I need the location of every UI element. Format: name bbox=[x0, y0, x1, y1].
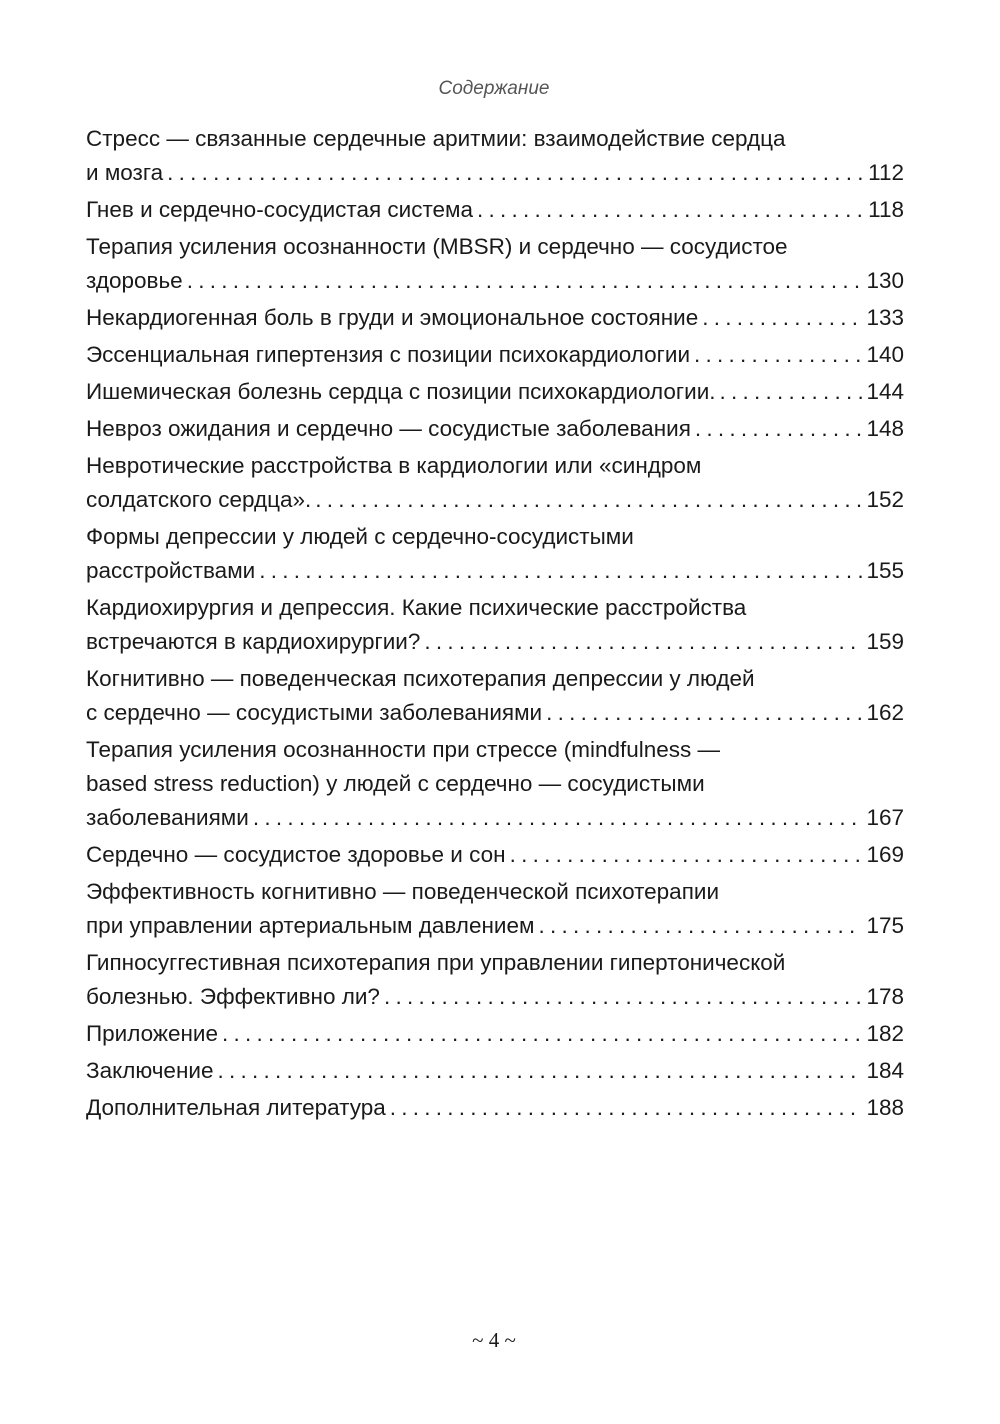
toc-entry-final-line bbox=[86, 375, 904, 409]
dot-leader bbox=[546, 696, 862, 730]
dot-leader bbox=[384, 980, 863, 1014]
toc-entry-page-number: 188 bbox=[866, 1095, 904, 1120]
toc-entry[interactable] bbox=[86, 838, 904, 872]
toc-entry[interactable] bbox=[86, 122, 904, 190]
toc-entry[interactable] bbox=[86, 591, 904, 659]
toc-entry[interactable] bbox=[86, 449, 904, 517]
toc-entry-title-line: Кардиохирургия и депрессия. Какие психические расстройства bbox=[86, 595, 747, 620]
toc-entry-title-line: Терапия усиления осознанности (MBSR) и сердечно — сосудистое bbox=[86, 234, 788, 259]
toc-entry-title: при управлении артериальным давлением bbox=[86, 913, 535, 938]
dot-leader bbox=[424, 625, 862, 659]
dot-leader bbox=[538, 909, 862, 943]
dot-leader bbox=[253, 801, 863, 835]
toc-entry-final-line bbox=[86, 909, 904, 943]
toc-entry-title-line: based stress reduction) у людей с сердечно — сосудистыми bbox=[86, 771, 705, 796]
dot-leader bbox=[702, 301, 862, 335]
toc-entry[interactable] bbox=[86, 520, 904, 588]
toc-entry-page-number: 159 bbox=[866, 629, 904, 654]
toc-entry-page-number: 130 bbox=[866, 268, 904, 293]
toc-entry-page-number: 112 bbox=[868, 160, 904, 185]
toc-entry-page-number: 148 bbox=[866, 416, 904, 441]
toc-entry-title: Невроз ожидания и сердечно — сосудистые заболевания bbox=[86, 416, 691, 441]
toc-entry-page-number: 152 bbox=[866, 487, 904, 512]
toc-entry-final-line bbox=[86, 696, 904, 730]
toc-entry-title-line: Формы депрессии у людей с сердечно-сосудистыми bbox=[86, 524, 634, 549]
toc-entry[interactable] bbox=[86, 1017, 904, 1051]
dot-leader bbox=[187, 264, 863, 298]
toc-entry[interactable] bbox=[86, 193, 904, 227]
toc-entry-final-line bbox=[86, 980, 904, 1014]
toc-entry[interactable] bbox=[86, 375, 904, 409]
toc-entry-final-line bbox=[86, 1091, 904, 1125]
toc-entry-title: Дополнительная литература bbox=[86, 1095, 386, 1120]
toc-entry[interactable] bbox=[86, 301, 904, 335]
toc-entry-page-number: 162 bbox=[866, 700, 904, 725]
toc-entry-title: солдатского сердца». bbox=[86, 487, 312, 512]
toc-entry-title: болезнью. Эффективно ли? bbox=[86, 984, 380, 1009]
toc-entry-title: Эссенциальная гипертензия с позиции психокардиологии bbox=[86, 342, 691, 367]
toc-entry-final-line bbox=[86, 156, 904, 190]
dot-leader bbox=[390, 1091, 863, 1125]
toc-entry[interactable] bbox=[86, 1054, 904, 1088]
dot-leader bbox=[510, 838, 863, 872]
dot-leader bbox=[222, 1017, 862, 1051]
toc-entry-title: здоровье bbox=[86, 268, 183, 293]
toc-entry-final-line bbox=[86, 412, 904, 446]
toc-entry-page-number: 118 bbox=[868, 197, 904, 222]
toc-entry-title-line: Терапия усиления осознанности при стрессе (mindfulness — bbox=[86, 737, 721, 762]
toc-entry-title-line: Невротические расстройства в кардиологии или «синдром bbox=[86, 453, 702, 478]
dot-leader bbox=[695, 412, 863, 446]
page-number: ~ 4 ~ bbox=[472, 1328, 516, 1352]
toc-entry-page-number: 144 bbox=[866, 379, 904, 404]
toc-entry-final-line bbox=[86, 338, 904, 372]
toc-entry[interactable] bbox=[86, 412, 904, 446]
toc-entry-page-number: 184 bbox=[866, 1058, 904, 1083]
toc-entry-final-line bbox=[86, 301, 904, 335]
toc-entry-final-line bbox=[86, 193, 904, 227]
toc-entry-final-line bbox=[86, 625, 904, 659]
toc-entry-page-number: 178 bbox=[866, 984, 904, 1009]
toc-entry-final-line bbox=[86, 1017, 904, 1051]
dot-leader bbox=[720, 375, 863, 409]
toc-entry[interactable] bbox=[86, 875, 904, 943]
toc-entry[interactable] bbox=[86, 230, 904, 298]
dot-leader bbox=[694, 338, 862, 372]
table-of-contents bbox=[86, 122, 904, 1128]
toc-entry-final-line bbox=[86, 838, 904, 872]
toc-entry-title: расстройствами bbox=[86, 558, 256, 583]
toc-entry-title: с сердечно — сосудистыми заболеваниями bbox=[86, 700, 543, 725]
dot-leader bbox=[167, 156, 864, 190]
toc-entry-title-line: Гипносуггестивная психотерапия при управлении гипертонической bbox=[86, 950, 786, 975]
toc-entry-page-number: 182 bbox=[866, 1021, 904, 1046]
toc-entry-page-number: 133 bbox=[866, 305, 904, 330]
toc-entry-title: и мозга bbox=[86, 160, 164, 185]
toc-entry-final-line bbox=[86, 801, 904, 835]
toc-entry-page-number: 155 bbox=[866, 558, 904, 583]
toc-entry[interactable] bbox=[86, 733, 904, 835]
toc-entry-final-line bbox=[86, 264, 904, 298]
dot-leader bbox=[315, 483, 862, 517]
toc-entry-final-line bbox=[86, 554, 904, 588]
toc-entry-title-line: Когнитивно — поведенческая психотерапия депрессии у людей bbox=[86, 666, 755, 691]
toc-entry-title: Ишемическая болезнь сердца с позиции психокардиологии. bbox=[86, 379, 716, 404]
toc-entry-title: Сердечно — сосудистое здоровье и сон bbox=[86, 842, 506, 867]
toc-entry-title: Приложение bbox=[86, 1021, 218, 1046]
toc-entry-page-number: 175 bbox=[866, 913, 904, 938]
toc-entry[interactable] bbox=[86, 946, 904, 1014]
toc-entry[interactable] bbox=[86, 662, 904, 730]
toc-entry[interactable] bbox=[86, 338, 904, 372]
toc-entry-title-line: Стресс — связанные сердечные аритмии: взаимодействие сердца bbox=[86, 126, 786, 151]
toc-entry-title: Гнев и сердечно-сосудистая система bbox=[86, 197, 474, 222]
toc-entry[interactable] bbox=[86, 1091, 904, 1125]
toc-entry-title: встречаются в кардиохирургии? bbox=[86, 629, 421, 654]
toc-entry-page-number: 140 bbox=[866, 342, 904, 367]
dot-leader bbox=[259, 554, 862, 588]
toc-entry-title: заболеваниями bbox=[86, 805, 249, 830]
dot-leader bbox=[217, 1054, 862, 1088]
toc-entry-title-line: Эффективность когнитивно — поведенческой психотерапии bbox=[86, 879, 720, 904]
toc-entry-page-number: 169 bbox=[866, 842, 904, 867]
dot-leader bbox=[477, 193, 864, 227]
toc-entry-final-line bbox=[86, 1054, 904, 1088]
running-title: Содержание bbox=[438, 78, 550, 99]
toc-entry-final-line bbox=[86, 483, 904, 517]
toc-entry-page-number: 167 bbox=[866, 805, 904, 830]
toc-entry-title: Некардиогенная боль в груди и эмоциональное состояние bbox=[86, 305, 699, 330]
toc-entry-title: Заключение bbox=[86, 1058, 214, 1083]
